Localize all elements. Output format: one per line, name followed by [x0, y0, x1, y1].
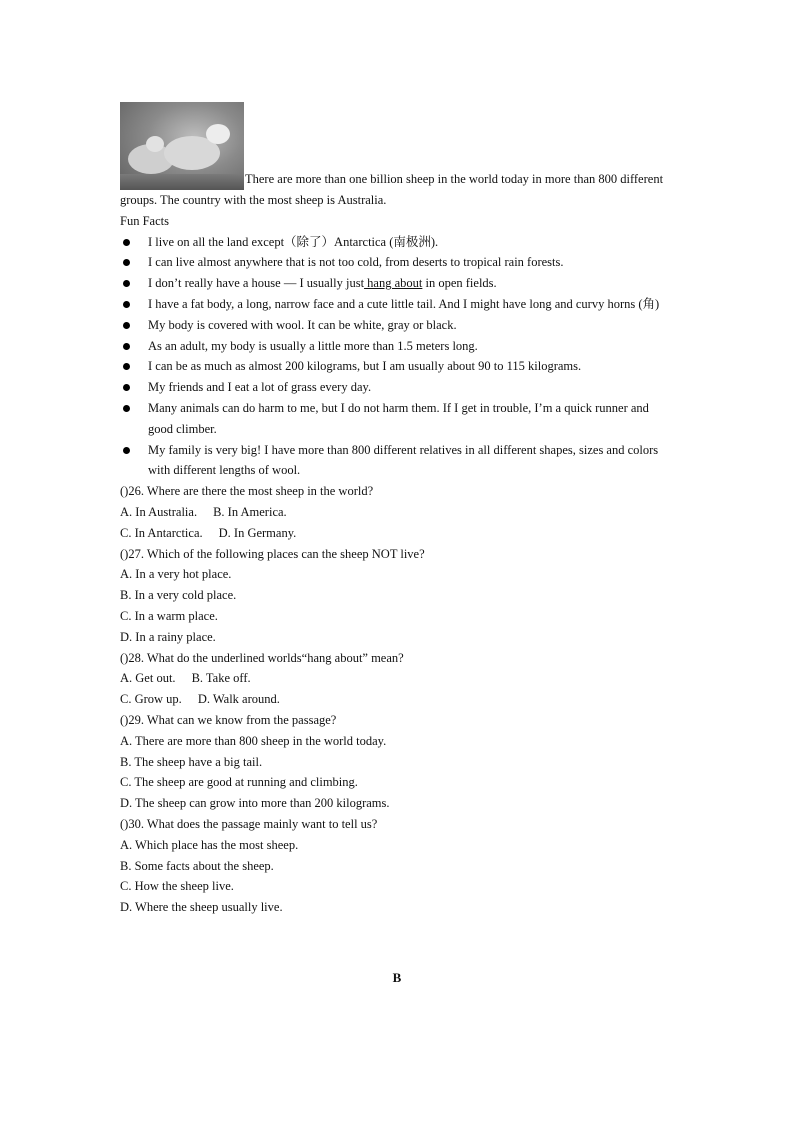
list-item — [120, 252, 665, 273]
question-stem: ()29. What can we know from the passage? — [120, 712, 337, 727]
questions — [120, 481, 665, 918]
option[interactable]: A. Get out. — [120, 671, 176, 686]
option[interactable]: A. Which place has the most sheep. — [120, 837, 299, 852]
option-row — [120, 897, 665, 918]
fact-text: I have a fat body, a long, narrow face and a cute little tail. And I might have long and curvy horns (角) — [148, 296, 660, 311]
bullet-icon — [123, 343, 130, 350]
fun-facts-title: Fun Facts — [120, 213, 169, 228]
option[interactable]: B. In a very cold place. — [120, 588, 237, 603]
list-item — [120, 440, 665, 482]
option[interactable]: D. In Germany. — [218, 525, 297, 540]
question-stem: ()30. What does the passage mainly want to tell us? — [120, 816, 378, 831]
sheep-head-shape — [146, 136, 164, 152]
bullet-icon — [123, 259, 130, 266]
option[interactable]: D. In a rainy place. — [120, 629, 216, 644]
reading-passage — [120, 102, 665, 918]
list-item — [120, 315, 665, 336]
intro-paragraph — [120, 102, 665, 211]
list-item — [120, 273, 665, 294]
intro-text: There are more than one billion sheep in the world today in more than 800 different groups. The country with the most sheep is Australia. — [120, 172, 664, 207]
option[interactable]: B. In America. — [213, 504, 287, 519]
underlined-phrase: hang about — [364, 276, 423, 291]
fact-text: I can live almost anywhere that is not too cold, from deserts to tropical rain forests. — [148, 255, 564, 270]
option-row — [120, 585, 665, 606]
option-row — [120, 772, 665, 793]
bullet-icon — [123, 280, 130, 287]
bullet-icon — [123, 405, 130, 412]
list-item — [120, 398, 665, 440]
option-row — [120, 793, 665, 814]
option-row — [120, 876, 665, 897]
option[interactable]: C. In a warm place. — [120, 608, 218, 623]
option-row — [120, 731, 665, 752]
option-row — [120, 606, 665, 627]
option[interactable]: C. The sheep are good at running and climbing. — [120, 775, 358, 790]
list-item — [120, 294, 665, 315]
fact-text: I don’t really have a house — I usually just — [148, 276, 365, 291]
fact-text: I can be as much as almost 200 kilograms, but I am usually about 90 to 115 kilograms. — [148, 359, 582, 374]
option[interactable]: C. How the sheep live. — [120, 879, 234, 894]
bullet-icon — [123, 301, 130, 308]
fact-text: Many animals can do harm to me, but I do not harm them. If I get in trouble, I’m a quick runner and good climber. — [148, 400, 649, 436]
grass-shape — [120, 174, 244, 190]
fun-facts-list — [120, 232, 665, 482]
option[interactable]: A. In Australia. — [120, 504, 198, 519]
fact-text: My friends and I eat a lot of grass every day. — [148, 380, 372, 395]
section-label: B — [392, 970, 402, 985]
option-row — [120, 564, 665, 585]
option[interactable]: C. In Antarctica. — [120, 525, 203, 540]
question-stem: ()27. Which of the following places can the sheep NOT live? — [120, 546, 425, 561]
list-item — [120, 336, 665, 357]
bullet-icon — [123, 363, 130, 370]
question-stem: ()28. What do the underlined worlds“hang about” mean? — [120, 650, 404, 665]
option-row — [120, 627, 665, 648]
list-item — [120, 377, 665, 398]
option-row — [120, 689, 665, 710]
list-item — [120, 356, 665, 377]
bullet-icon — [123, 384, 130, 391]
option[interactable]: D. The sheep can grow into more than 200 kilograms. — [120, 796, 390, 811]
option[interactable]: B. Take off. — [191, 671, 251, 686]
fact-text: I live on all the land except（除了）Antarctica (南极洲). — [148, 234, 439, 249]
bullet-icon — [123, 447, 130, 454]
option[interactable]: D. Where the sheep usually live. — [120, 900, 283, 915]
option-row — [120, 502, 665, 523]
option-row — [120, 523, 665, 544]
fact-text: in open fields. — [422, 276, 497, 291]
option[interactable]: C. Grow up. — [120, 692, 182, 707]
option[interactable]: B. The sheep have a big tail. — [120, 754, 263, 769]
option[interactable]: A. There are more than 800 sheep in the world today. — [120, 733, 387, 748]
option-row — [120, 752, 665, 773]
bullet-icon — [123, 239, 130, 246]
option[interactable]: D. Walk around. — [197, 692, 280, 707]
option-row — [120, 668, 665, 689]
question-stem: ()26. Where are there the most sheep in the world? — [120, 484, 374, 499]
list-item — [120, 232, 665, 253]
fact-text: As an adult, my body is usually a little more than 1.5 meters long. — [148, 338, 478, 353]
option-row — [120, 835, 665, 856]
sheep-photo — [120, 102, 244, 190]
option[interactable]: A. In a very hot place. — [120, 567, 232, 582]
bullet-icon — [123, 322, 130, 329]
option[interactable]: B. Some facts about the sheep. — [120, 858, 274, 873]
fact-text: My family is very big! I have more than 800 different relatives in all different shapes, sizes and colors with different lengths of wool. — [148, 442, 659, 478]
sheep-head-shape — [206, 124, 230, 144]
fact-text: My body is covered with wool. It can be white, gray or black. — [148, 317, 457, 332]
option-row — [120, 856, 665, 877]
